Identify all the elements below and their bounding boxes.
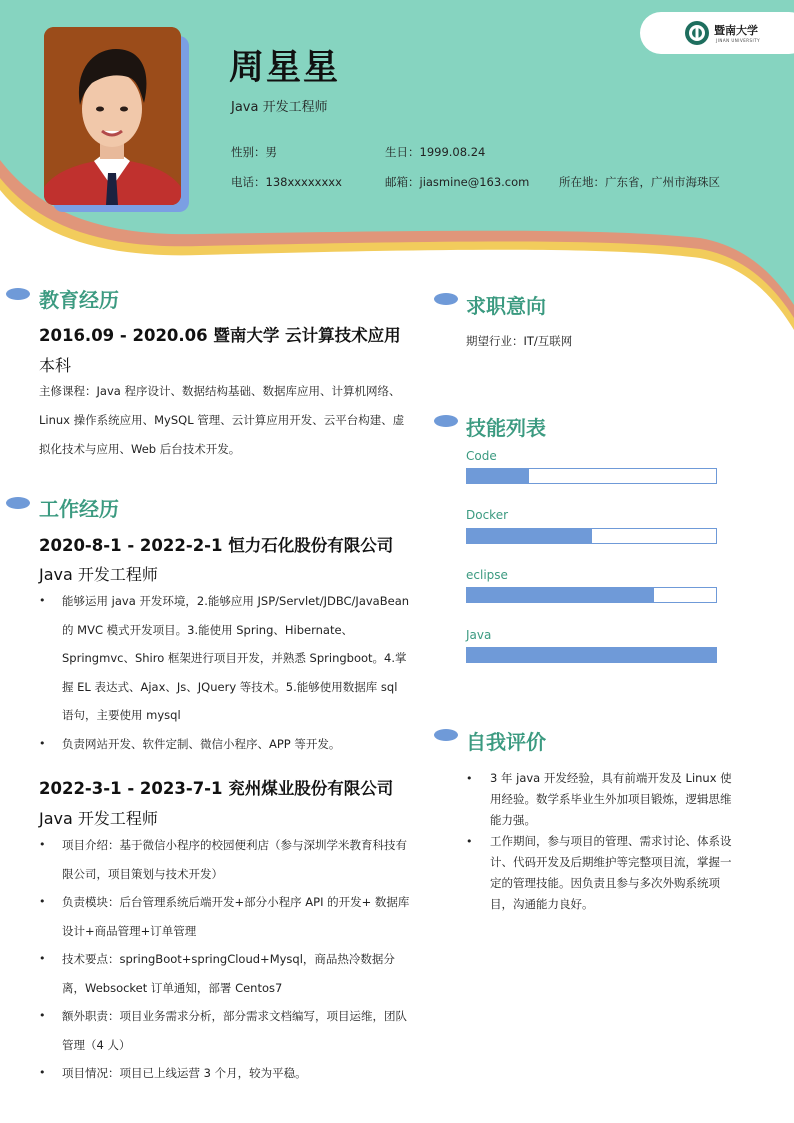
education-degree: 本科 [39,356,72,375]
birthday-info: 生日：1999.08.24 [385,145,486,159]
evaluation-list [466,768,738,915]
list-item: • 能够运用 java 开发环境，2.能够应用 JSP/Servlet/JDBC/JavaBean 的 MVC 模式开发项目。3.能使用 Spring、Hibernate、Springmvc、Shiro 框架进行项目开发，并熟悉 Springboot。4.掌握 EL 表达式、Ajax、Js、JQuery 等技术。5.能够使用数据库 sql 语句，主要使用 mysql [39,587,411,730]
skill-fill [467,529,592,543]
skill-fill [467,469,529,483]
skills-bullet-icon [434,415,458,427]
education-bullet-icon [6,288,30,300]
skills-section-title: 技能列表 [466,416,546,440]
skill-fill [467,588,654,602]
gender-info: 性别：男 [231,145,277,159]
work-bullet-icon [6,497,30,509]
list-item: • 工作期间，参与项目的管理、需求讨论、体系设计、代码开发及后期维护等完整项目流，掌握一定的管理技能。因负责且参与多次外购系统项目，沟通能力良好。 [466,831,738,915]
intent-bullet-icon [434,293,458,305]
evaluation-section-title: 自我评价 [466,730,546,754]
list-item: • 3 年 java 开发经验，具有前端开发及 Linux 使用经验。数学系毕业生外加项目锻炼，逻辑思维能力强。 [466,768,738,831]
job-role: Java 开发工程师 [39,809,158,828]
skill-name: Docker [466,508,509,522]
profile-photo [44,27,181,205]
education-heading: 2016.09 - 2020.06 暨南大学 云计算技术应用 [39,326,401,345]
list-item: • 项目介绍：基于微信小程序的校园便利店（参与深圳学米教育科技有限公司，项目策划与技术开发） [39,831,411,888]
university-emblem-icon [684,20,710,46]
list-item: • 负责模块：后台管理系统后端开发+部分小程序 API 的开发+ 数据库设计+商品管理+订单管理 [39,888,411,945]
university-logo-text: 暨南大学 [714,24,758,37]
job-2-duties [39,831,411,1088]
skill-bar [466,587,717,603]
intent-industry: 期望行业：IT/互联网 [466,334,573,348]
list-item: • 额外职责：项目业务需求分析，部分需求文档编写，项目运维，团队管理（4 人） [39,1002,411,1059]
candidate-title: Java 开发工程师 [231,100,328,115]
list-item: • 项目情况：项目已上线运营 3 个月，较为平稳。 [39,1059,411,1088]
intent-section-title: 求职意向 [466,294,546,318]
skill-bar [466,647,717,663]
phone-info: 电话：138xxxxxxxx [231,175,342,189]
work-section-title: 工作经历 [39,497,119,521]
education-courses: 主修课程：Java 程序设计、数据结构基础、数据库应用、计算机网络、Linux 操作系统应用、MySQL 管理、云计算应用开发、云平台构建、虚拟化技术与应用、Web 后台技术开发。 [39,384,405,456]
skill-bar [466,528,717,544]
evaluation-bullet-icon [434,729,458,741]
job-heading: 2022-3-1 - 2023-7-1 兖州煤业股份有限公司 [39,779,394,798]
email-info: 邮箱：jiasmine@163.com [385,175,530,189]
skill-fill [467,648,716,662]
candidate-name: 周星星 [229,48,341,88]
job-1-duties [39,587,411,758]
location-info: 所在地：广东省，广州市海珠区 [559,175,720,189]
list-item: • 负责网站开发、软件定制、微信小程序、APP 等开发。 [39,730,411,759]
skill-name: Code [466,449,497,463]
list-item: • 技术要点：springBoot+springCloud+Mysql，商品热冷数据分离，Websocket 订单通知，部署 Centos7 [39,945,411,1002]
skill-name: Java [466,628,492,642]
university-logo-subtext: JINAN UNIVERSITY [716,38,761,43]
skill-bar [466,468,717,484]
job-role: Java 开发工程师 [39,565,158,584]
job-heading: 2020-8-1 - 2022-2-1 恒力石化股份有限公司 [39,536,394,555]
education-section-title: 教育经历 [39,288,119,312]
skill-name: eclipse [466,568,508,582]
